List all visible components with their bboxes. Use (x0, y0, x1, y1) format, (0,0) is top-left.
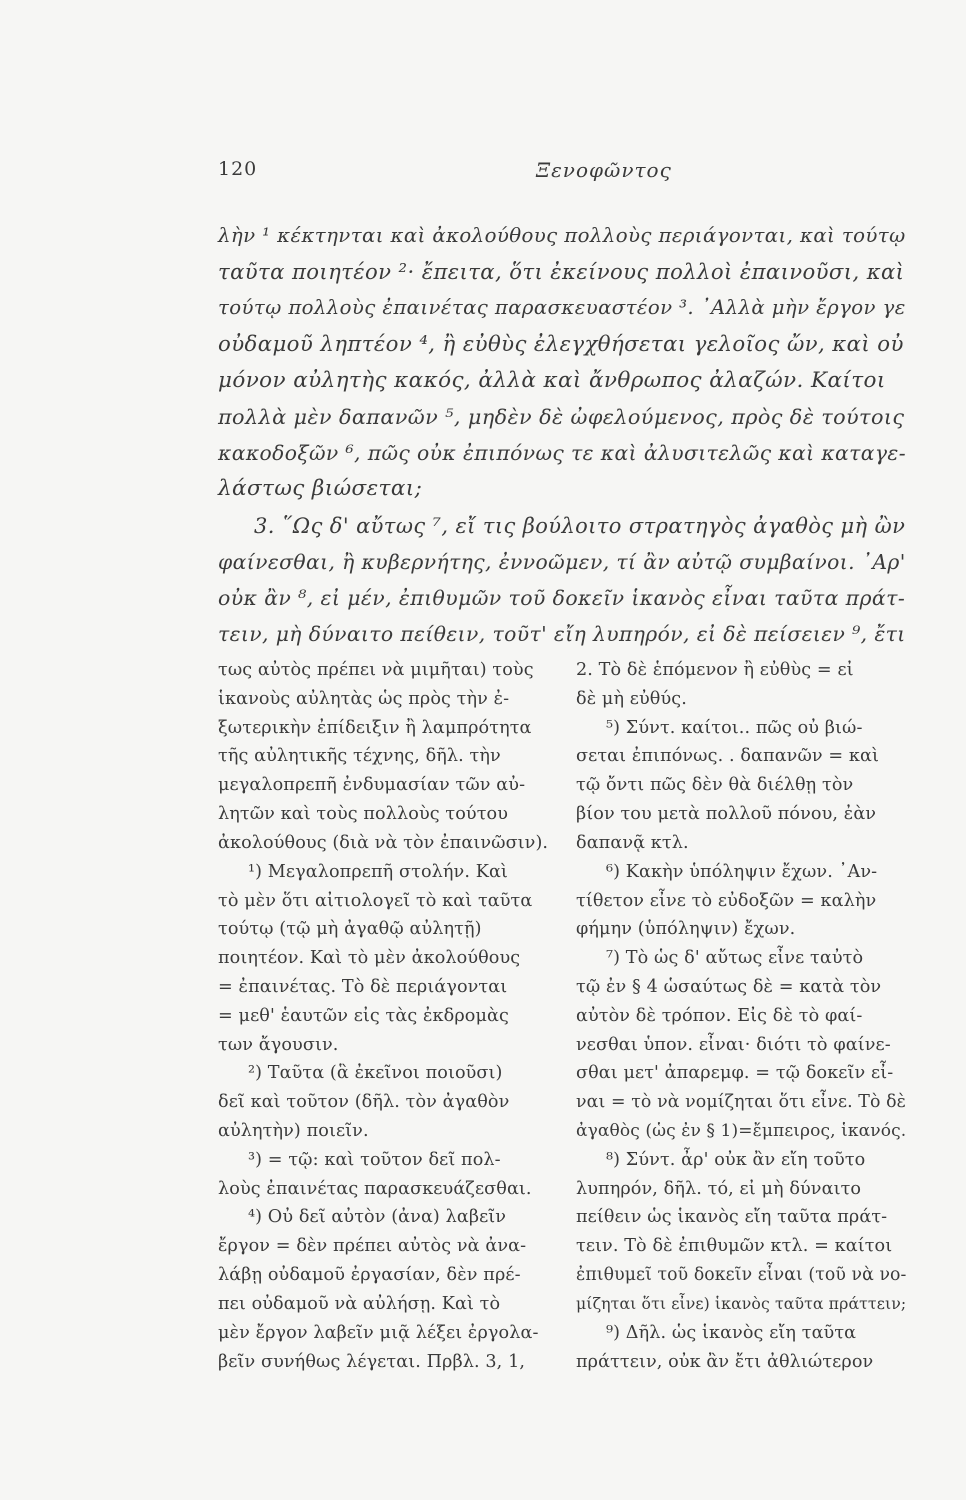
footnote-line: λοὺς ἐπαινέτας παρασκευάζεσθαι. (218, 1178, 532, 1199)
footnote-line: λυπηρόν, δῆλ. τό, εἰ μὴ δύναιτο (576, 1178, 862, 1199)
main-text-line: φαίνεσθαι, ἢ κυβερνήτης, ἐννοῶμεν, τί ἂν αὐτῷ συμβαίνοι. ᾿Αρ' (218, 549, 906, 574)
footnote-line: ¹) Μεγαλοπρεπῆ στολήν. Καὶ (248, 861, 508, 882)
main-text-line: πολλὰ μὲν δαπανῶν ⁵, μηδὲν δὲ ὠφελούμενος, πρὸς δὲ τούτοις (218, 404, 905, 429)
footnote-line: σεται ἐπιπόνως. . δαπανῶν = καὶ (576, 746, 880, 767)
running-title: Ξενοφῶντος (536, 158, 672, 182)
footnote-line: τῷ ὄντι πῶς δὲν θὰ διέλθῃ τὸν (576, 775, 854, 796)
footnote-line: ³) = τῷ: καὶ τοῦτον δεῖ πολ- (248, 1149, 501, 1170)
footnote-line: τειν. Τὸ δὲ ἐπιθυμῶν κτλ. = καίτοι (576, 1236, 893, 1257)
main-text-line: μόνον αὐλητὴς κακός, ἀλλὰ καὶ ἄνθρωπος ἀλαζών. Καίτοι (218, 367, 886, 393)
main-text-line: τειν, μὴ δύναιτο πείθειν, τοῦτ' εἴη λυπηρόν, εἰ δὲ πείσειεν ⁹, ἔτι (218, 622, 906, 647)
footnote-line: τίθετον εἶνε τὸ εὐδοξῶν = καλὴν (576, 890, 877, 911)
footnote-line: ἔργον = δὲν πρέπει αὐτὸς νὰ ἀνα- (218, 1236, 527, 1257)
main-text-line: κακοδοξῶν ⁶, πῶς οὐκ ἐπιπόνως τε καὶ ἀλυσιτελῶς καὶ καταγε- (218, 441, 906, 466)
main-text-line: οὐδαμοῦ ληπτέον ⁴, ἢ εὐθὺς ἐλεγχθήσεται γελοῖος ὤν, καὶ οὐ (218, 331, 904, 357)
footnote-line: ²) Ταῦτα (ἃ ἐκεῖνοι ποιοῦσι) (248, 1063, 503, 1084)
footnote-line: λάβῃ οὐδαμοῦ ἐργασίαν, δὲν πρέ- (218, 1265, 521, 1286)
footnote-line: ἀκολούθους (διὰ νὰ τὸν ἐπαινῶσιν). (218, 832, 549, 853)
footnote-line: = ἐπαινέτας. Τὸ δὲ περιάγονται (218, 976, 508, 997)
footnote-line: μίζηται ὅτι εἶνε) ἱκανὸς ταῦτα πράττειν; (576, 1293, 907, 1313)
footnote-line: ⁷) Τὸ ὡς δ' αὔτως εἶνε ταὐτὸ (606, 948, 864, 969)
main-text-line: τούτῳ πολλοὺς ἐπαινέτας παρασκευαστέον ³. ᾿Αλλὰ μὴν ἔργον γε (218, 296, 906, 320)
footnote-line: πείθειν ὡς ἱκανὸς εἴη ταῦτα πράτ- (576, 1207, 888, 1228)
footnote-line: πει οὐδαμοῦ νὰ αὐλήσῃ. Καὶ τὸ (218, 1293, 501, 1314)
main-text-block (218, 218, 908, 652)
footnote-line: φήμην (ὑπόληψιν) ἔχων. (576, 919, 796, 940)
footnote-line: δεῖ καὶ τοῦτον (δῆλ. τὸν ἀγαθὸν (218, 1092, 510, 1113)
footnotes-left-column (218, 656, 550, 1376)
footnote-line: νεσθαι ὑπον. εἶναι· διότι τὸ φαίνε- (576, 1034, 891, 1055)
main-text-line: 3. ῞Ως δ' αὔτως ⁷, εἴ τις βούλοιτο στρατηγὸς ἀγαθὸς μὴ ὢν (254, 513, 906, 538)
footnote-line: ἀγαθὸς (ὡς ἐν § 1)=ἔμπειρος, ἱκανός. (576, 1121, 907, 1141)
footnote-line: πράττειν, οὐκ ἂν ἔτι ἀθλιώτερον (576, 1351, 874, 1372)
footnote-line: μὲν ἔργον λαβεῖν μιᾷ λέξει ἐργολα- (218, 1322, 539, 1343)
main-text-line: λάστως βιώσεται; (218, 476, 423, 502)
footnote-line: ποιητέον. Καὶ τὸ μὲν ἀκολούθους (218, 948, 521, 969)
main-text-line: ταῦτα ποιητέον ²· ἔπειτα, ὅτι ἐκείνους πολλοὶ ἐπαινοῦσι, καὶ (218, 259, 905, 285)
footnotes-right-column (576, 656, 908, 1376)
footnote-line: δαπανᾷ κτλ. (576, 832, 689, 853)
footnote-line: ξωτερικὴν ἐπίδειξιν ἢ λαμπρότητα (218, 717, 532, 738)
footnote-line: ⁸) Σύντ. ἆρ' οὐκ ἂν εἴη τοῦτο (606, 1149, 866, 1170)
main-text-line: οὐκ ἂν ⁸, εἰ μέν, ἐπιθυμῶν τοῦ δοκεῖν ἱκανὸς εἶναι ταῦτα πράτ- (218, 585, 906, 610)
footnote-line: ⁴) Οὐ δεῖ αὐτὸν (ἀνα) λαβεῖν (248, 1207, 507, 1228)
footnote-line: ⁹) Δῆλ. ὡς ἱκανὸς εἴη ταῦτα (606, 1322, 857, 1343)
footnote-line: ⁵) Σύντ. καίτοι.. πῶς οὐ βιώ- (606, 717, 863, 738)
footnote-line: δὲ μὴ εὐθύς. (576, 688, 687, 709)
footnote-line: = μεθ' ἑαυτῶν εἰς τὰς ἐκδρομὰς (218, 1005, 509, 1026)
footnote-line: αὐλητὴν) ποιεῖν. (218, 1121, 369, 1141)
footnote-line: βεῖν συνήθως λέγεται. Πρβλ. 3, 1, (218, 1351, 526, 1372)
footnote-line: τῆς αὐλητικῆς τέχνης, δῆλ. τὴν (218, 746, 501, 767)
footnote-line: ἐπιθυμεῖ τοῦ δοκεῖν εἶναι (τοῦ νὰ νο- (576, 1265, 907, 1286)
footnote-line: ἱκανοὺς αὐλητὰς ὡς πρὸς τὴν ἐ- (218, 688, 510, 709)
footnote-line: 2. Τὸ δὲ ἑπόμενον ἢ εὐθὺς = εἰ (576, 660, 854, 680)
footnote-line: βίον του μετὰ πολλοῦ πόνου, ἐὰν (576, 804, 877, 825)
main-text-line: λὴν ¹ κέκτηνται καὶ ἀκολούθους πολλοὺς περιάγονται, καὶ τούτῳ (218, 224, 906, 247)
footnote-line: τὸ μὲν ὅτι αἰτιολογεῖ τὸ καὶ ταῦτα (218, 890, 533, 911)
footnote-line: σθαι μετ' ἀπαρεμφ. = τῷ δοκεῖν εἶ- (576, 1063, 894, 1084)
footnote-line: ⁶) Κακὴν ὑπόληψιν ἔχων. ᾿Αν- (606, 861, 878, 882)
page-number: 120 (218, 158, 258, 180)
footnote-line: ναι = τὸ νὰ νομίζηται ὅτι εἶνε. Τὸ δὲ (576, 1092, 907, 1113)
footnote-line: αὐτὸν δὲ τρόπον. Εἰς δὲ τὸ φαί- (576, 1005, 863, 1026)
footnote-line: μεγαλοπρεπῆ ἐνδυμασίαν τῶν αὐ- (218, 775, 526, 796)
footnote-line: των ἄγουσιν. (218, 1034, 339, 1055)
footnote-line: τως αὐτὸς πρέπει νὰ μιμῆται) τοὺς (218, 660, 534, 680)
footnote-line: τῷ ἐν § 4 ὡσαύτως δὲ = κατὰ τὸν (576, 976, 882, 997)
footnote-line: λητῶν καὶ τοὺς πολλοὺς τούτου (218, 804, 509, 825)
footnote-line: τούτῳ (τῷ μὴ ἀγαθῷ αὐλητῇ) (218, 919, 482, 940)
